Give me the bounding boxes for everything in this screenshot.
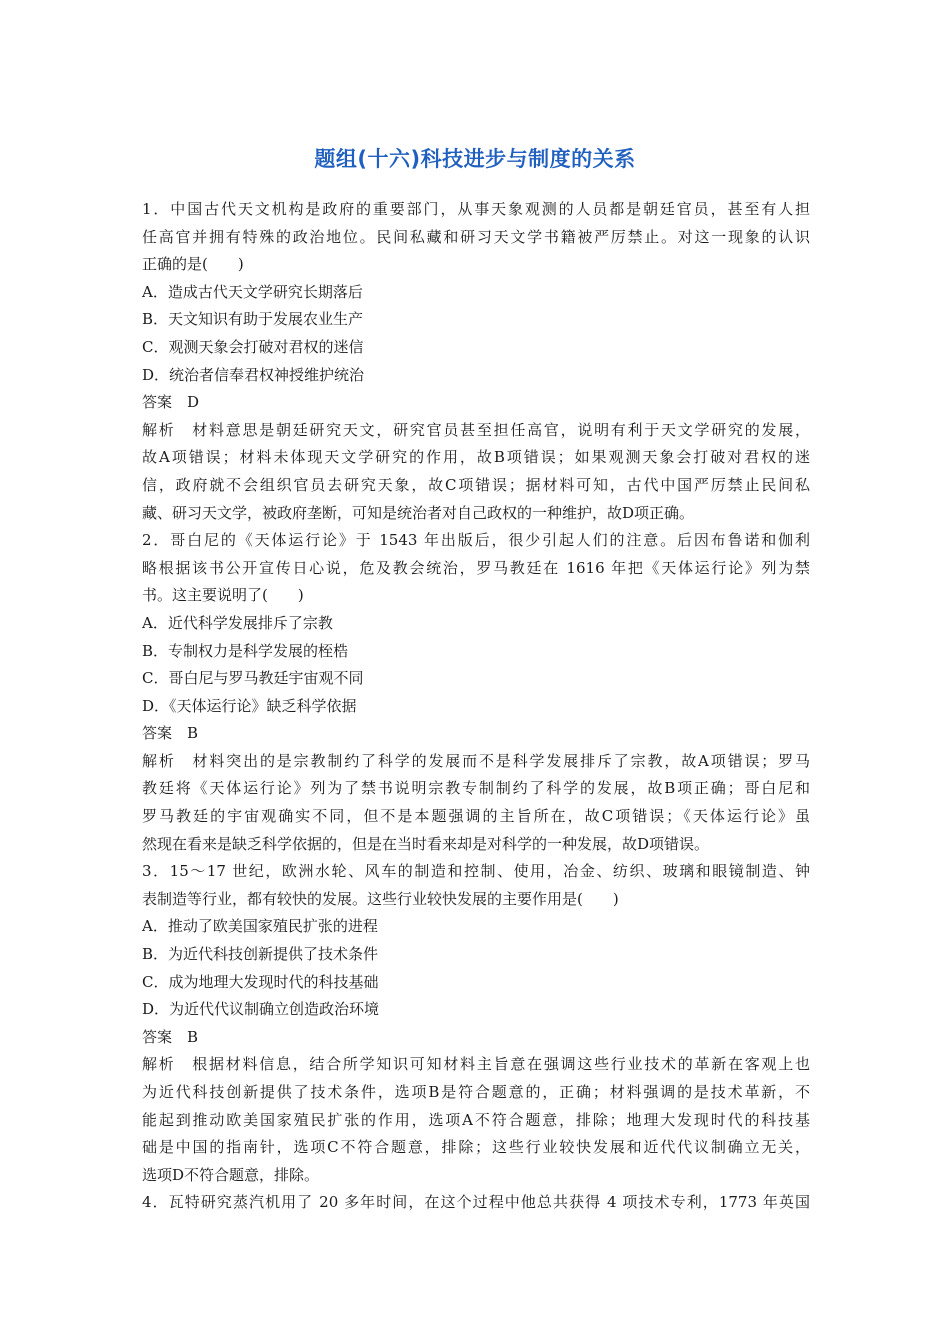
text-line: B．天文知识有助于发展农业生产 <box>142 310 364 329</box>
text-line: 础是中国的指南针，选项C不符合题意，排除；这些行业较快发展和近代代议制确立无关， <box>142 1138 810 1157</box>
text-line: A．推动了欧美国家殖民扩张的进程 <box>142 917 378 936</box>
text-line: A．造成古代天文学研究长期落后 <box>142 282 363 301</box>
text-line: D．统治者信奉君权神授维护统治 <box>142 365 365 384</box>
text-line: D．《天体运行论》缺乏科学依据 <box>142 696 357 715</box>
text-line: 2．哥白尼的《天体运行论》于 1543 年出版后，很少引起人们的注意。后因布鲁诺和伽利 <box>142 531 810 550</box>
text-line: 故A项错误；材料未体现天文学研究的作用，故B项错误；如果观测天象会打破对君权的迷 <box>142 448 810 467</box>
text-line: 藏、研习天文学，被政府垄断，可知是统治者对自己政权的一种维护，故D项正确。 <box>142 503 695 522</box>
text-line: 答案 B <box>142 724 199 743</box>
text-line: 解析 材料意思是朝廷研究天文，研究官员甚至担任高官，说明有利于天文学研究的发展， <box>142 420 810 439</box>
text-line: 解析 根据材料信息，结合所学知识可知材料主旨意在强调这些行业技术的革新在客观上也 <box>142 1055 810 1074</box>
text-line: 1．中国古代天文机构是政府的重要部门，从事天象观测的人员都是朝廷官员，甚至有人担 <box>142 200 810 218</box>
text-line: 教廷将《天体运行论》列为了禁书说明宗教专制制约了科学的发展，故B项正确；哥白尼和 <box>142 779 810 798</box>
text-line: 书。这主要说明了( ) <box>142 586 304 605</box>
text-line: 任高官并拥有特殊的政治地位。民间私藏和研习天文学书籍被严厉禁止。对这一现象的认识 <box>142 227 810 246</box>
text-line: 表制造等行业，都有较快的发展。这些行业较快发展的主要作用是( ) <box>142 889 619 908</box>
text-line: A．近代科学发展排斥了宗教 <box>142 613 333 632</box>
text-line: 选项D不符合题意，排除。 <box>142 1165 320 1184</box>
text-line: C．成为地理大发现时代的科技基础 <box>142 972 379 991</box>
text-line: 3．15～17 世纪，欧洲水轮、风车的制造和控制、使用，冶金、纺织、玻璃和眼镜制造、钟 <box>142 862 810 881</box>
text-line: 然现在看来是缺乏科学依据的，但是在当时看来却是对科学的一种发展，故D项错误。 <box>142 834 710 853</box>
text-line: 正确的是( ) <box>142 255 244 274</box>
text-line: D．为近代代议制确立创造政治环境 <box>142 1000 380 1019</box>
text-line: 略根据该书公开宣传日心说，危及教会统治，罗马教廷在 1616 年把《天体运行论》列为禁 <box>142 558 810 577</box>
text-line: 解析 材料突出的是宗教制约了科学的发展而不是科学发展排斥了宗教，故A项错误；罗马 <box>142 751 810 770</box>
text-line: 4．瓦特研究蒸汽机用了 20 多年时间，在这个过程中他总共获得 4 项技术专利，1773 年英国 <box>142 1193 810 1212</box>
text-line: 答案 D <box>142 393 200 412</box>
text-line: 信，政府就不会组织官员去研究天象，故C项错误；据材料可知，古代中国严厉禁止民间私 <box>142 475 810 494</box>
text-line: 答案 B <box>142 1027 199 1046</box>
text-line: C．观测天象会打破对君权的迷信 <box>142 337 364 356</box>
text-line: C．哥白尼与罗马教廷宇宙观不同 <box>142 669 364 688</box>
text-line: 为近代科技创新提供了技术条件，选项B是符合题意的，正确；材料强调的是技术革新，不 <box>142 1083 810 1101</box>
text-line: B．为近代科技创新提供了技术条件 <box>142 945 379 964</box>
text-line: 能起到推动欧美国家殖民扩张的作用，选项A不符合题意，排除；地理大发现时代的科技基 <box>142 1110 810 1129</box>
document-body <box>142 196 810 1217</box>
text-line: 罗马教廷的宇宙观确实不同，但不是本题强调的主旨所在，故C项错误；《天体运行论》虽 <box>142 807 810 826</box>
text-line: B．专制权力是科学发展的桎梏 <box>142 641 349 660</box>
page-title: 题组(十六)科技进步与制度的关系 <box>314 147 636 171</box>
